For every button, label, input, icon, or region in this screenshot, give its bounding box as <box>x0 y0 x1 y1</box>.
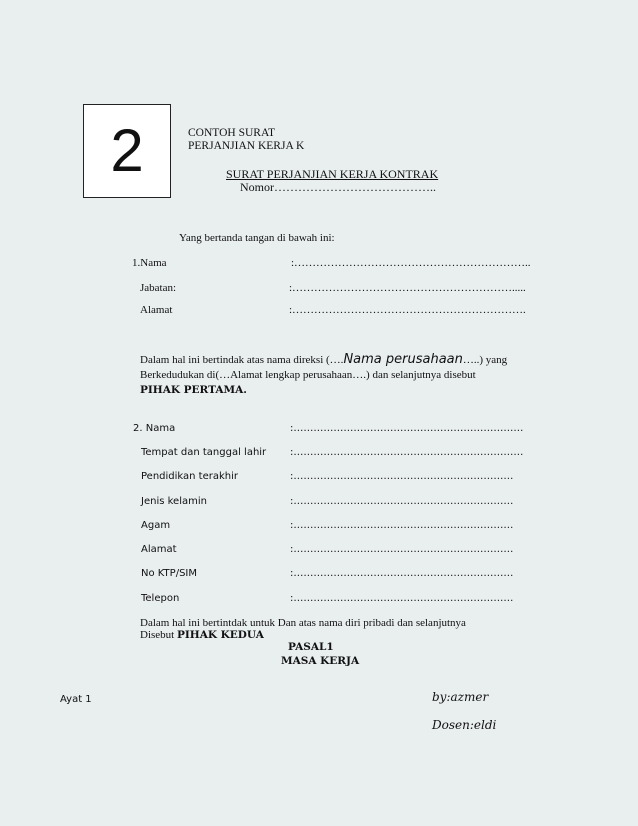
party2-description-line1: Dalam hal ini bertintdak untuk Dan atas nama diri pribadi dan selanjutnya <box>140 617 466 629</box>
party1-value-name: :……………………………………………………….. <box>291 257 531 269</box>
party2-label-gender: Jenis kelamin <box>141 496 207 507</box>
party1-description-line1 <box>140 352 507 367</box>
party1-role: PIHAK PERTAMA. <box>140 384 247 396</box>
lecturer-signature: Dosen:eldi <box>432 718 497 732</box>
party1-label-alamat: Alamat <box>140 304 173 316</box>
party2-label-birth: Tempat dan tanggal lahir <box>141 447 267 458</box>
ayat-label: Ayat 1 <box>60 694 92 705</box>
party2-label-id: No KTP/SIM <box>141 568 197 579</box>
pasal-subtitle: MASA KERJA <box>281 655 360 667</box>
intro-text: Yang bertanda tangan di bawah ini: <box>179 232 335 244</box>
header-line-2: PERJANJIAN KERJA K <box>188 140 305 152</box>
party2-value-address: :………………………………………………………… <box>290 544 514 555</box>
party2-value-name: :…………………………………………………………… <box>290 423 524 434</box>
company-name-placeholder: Nama perusahaan <box>343 352 463 367</box>
section-number-box <box>83 104 171 198</box>
party1-label-name: 1.Nama <box>132 257 167 269</box>
party1-label-jabatan: Jabatan: <box>140 282 177 294</box>
pasal-title: PASAL1 <box>288 641 334 653</box>
party1-value-alamat: :………………………………………………………. <box>289 304 526 316</box>
section-number: 2 <box>110 117 144 184</box>
author-signature: by:azmer <box>432 690 489 704</box>
party2-description-line2 <box>140 629 264 641</box>
party1-desc-end: …..) yang <box>462 354 508 366</box>
header-line-1: CONTOH SURAT <box>188 127 276 139</box>
party2-value-education: :………………………………………………………… <box>290 471 514 482</box>
party2-value-religion: :………………………………………………………… <box>290 520 514 531</box>
party2-desc-start: Disebut <box>140 629 177 641</box>
party2-label-address: Alamat <box>141 544 177 555</box>
party2-label-religion: Agam <box>141 520 171 531</box>
party2-label-name: 2. Nama <box>133 423 176 434</box>
party2-value-phone: :………………………………………………………… <box>290 593 514 604</box>
party2-label-phone: Telepon <box>141 593 180 604</box>
party1-desc-start: Dalam hal ini bertindak atas nama direksi (…. <box>140 354 344 366</box>
party1-value-jabatan: :……………………………………………………..... <box>289 282 526 294</box>
party2-value-gender: :………………………………………………………… <box>290 496 514 507</box>
party1-description-line2: Berkedudukan di(…Alamat lengkap perusahaan….) dan selanjutnya disebut <box>140 369 476 381</box>
party2-value-birth: :…………………………………………………………… <box>290 447 524 458</box>
document-title: SURAT PERJANJIAN KERJA KONTRAK <box>226 167 439 181</box>
party2-role: PIHAK KEDUA <box>176 629 264 641</box>
party2-value-id: :………………………………………………………… <box>290 568 514 579</box>
party2-label-education: Pendidikan terakhir <box>141 471 239 482</box>
document-number: Nomor………………………………….. <box>240 180 436 194</box>
